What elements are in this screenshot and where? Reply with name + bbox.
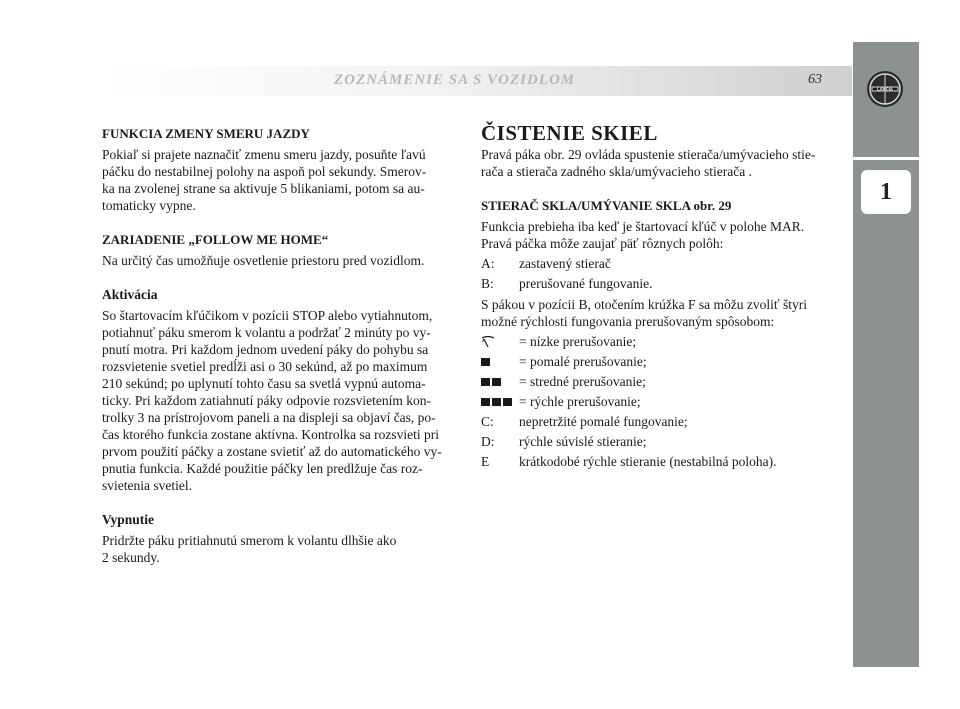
position-item xyxy=(481,255,831,272)
activation-line: 210 sekúnd; po uplynutí tohto času sa svetlá vypnú automa- xyxy=(102,376,426,391)
page-number: 63 xyxy=(808,72,822,87)
double-square-icon xyxy=(481,373,519,390)
activation-line: rozsvietenie svetiel predĺži asi o 30 sekúnd, až po maximum xyxy=(102,359,428,374)
position-text: rýchle súvislé stieranie; xyxy=(519,434,647,449)
left-column xyxy=(102,125,452,566)
chapter-side-tab xyxy=(853,42,919,667)
position-item xyxy=(481,413,831,430)
subheading-wiper-washer: STIERAČ SKLA/UMÝVANIE SKLA obr. 29 xyxy=(481,198,732,213)
activation-line: pnutia funkcia. Každé použitie páčky len predlžuje čas roz- xyxy=(102,461,423,476)
speed-text: = pomalé prerušovanie; xyxy=(519,354,647,369)
activation-line: svietenia svetiel. xyxy=(102,478,192,493)
single-square-icon xyxy=(481,353,519,370)
right-column xyxy=(481,120,831,470)
speed-item xyxy=(481,393,831,410)
chapter-number: 1 xyxy=(861,170,911,214)
position-text: zastavený stierač xyxy=(519,256,611,271)
position-text: krátkodobé rýchle stieranie (nestabilná poloha). xyxy=(519,454,777,469)
position-key: C: xyxy=(481,414,494,429)
position-text: nepretržité pomalé fungovanie; xyxy=(519,414,688,429)
position-key: A: xyxy=(481,256,495,271)
section-title-window-cleaning: ČISTENIE SKIEL xyxy=(481,121,658,145)
speed-text: = stredné prerušovanie; xyxy=(519,374,646,389)
position-item xyxy=(481,275,831,292)
speed-item xyxy=(481,353,831,370)
turn-signal-line: tomaticky vypne. xyxy=(102,198,196,213)
position-item xyxy=(481,453,831,470)
triple-square-icon xyxy=(481,393,519,410)
intro-line: Pravá páka obr. 29 ovláda spustenie stierača/umývacieho stie- xyxy=(481,147,816,162)
running-header-title: ZOZNÁMENIE SA S VOZIDLOM xyxy=(334,72,576,88)
subheading-activation: Aktivácia xyxy=(102,287,158,302)
follow-me-home-text: Na určitý čas umožňuje osvetlenie priestoru pred vozidlom. xyxy=(102,253,425,268)
deactivation-line: 2 sekundy. xyxy=(102,550,160,565)
section-title-turn-signal: FUNKCIA ZMENY SMERU JAZDY xyxy=(102,126,310,141)
lancia-logo-icon xyxy=(866,70,904,108)
wiper-icon xyxy=(481,336,495,348)
activation-line: So štartovacím kľúčikom v pozícii STOP alebo vytiahnutom, xyxy=(102,308,433,323)
ring-line: možné rýchlosti fungovania prerušovaným spôsobom: xyxy=(481,314,775,329)
function-line: Pravá páčka môže zaujať päť rôznych polôh: xyxy=(481,236,724,251)
section-title-follow-me-home: ZARIADENIE „FOLLOW ME HOME“ xyxy=(102,232,329,247)
activation-line: ticky. Pri každom zatiahnutí páky odpovie rozsvietením kon- xyxy=(102,393,432,408)
position-key: B: xyxy=(481,276,494,291)
speed-item xyxy=(481,333,831,350)
tab-separator xyxy=(853,157,919,160)
activation-line: trolky 3 na prístrojovom paneli a na displeji sa objaví čas, po- xyxy=(102,410,436,425)
activation-line: čas ktorého funkcia zostane aktívna. Kontrolka sa rozsvieti pri xyxy=(102,427,440,442)
activation-line: prvom použití páčky a zostane svietiť až do automatického vy- xyxy=(102,444,442,459)
speed-text: = rýchle prerušovanie; xyxy=(519,394,641,409)
activation-line: pnutí motra. Pri každom jednom uvedení páky do pohybu sa xyxy=(102,342,429,357)
intro-line: rača a stierača zadného skla/umývacieho stierača . xyxy=(481,164,752,179)
ring-line: S pákou v pozícii B, otočením krúžka F sa môžu zvoliť štyri xyxy=(481,297,807,312)
position-text: prerušované fungovanie. xyxy=(519,276,653,291)
position-key: E xyxy=(481,454,490,469)
logo-text: LANCIA xyxy=(877,86,893,92)
speed-item xyxy=(481,373,831,390)
turn-signal-line: páčku do nestabilnej polohy na aspoň pol sekundy. Smerov- xyxy=(102,164,427,179)
speed-text: = nízke prerušovanie; xyxy=(519,334,637,349)
subheading-deactivation: Vypnutie xyxy=(102,512,155,527)
deactivation-line: Pridržte páku pritiahnutú smerom k volantu dlhšie ako xyxy=(102,533,397,548)
function-line: Funkcia prebieha iba keď je štartovací kľúč v polohe MAR. xyxy=(481,219,805,234)
turn-signal-line: Pokiaľ si prajete naznačiť zmenu smeru jazdy, posuňte ľavú xyxy=(102,147,426,162)
turn-signal-line: ka na zvolenej strane sa aktivuje 5 blikaniami, potom sa au- xyxy=(102,181,425,196)
activation-line: potiahnuť páku smerom k volantu a podržať 2 minúty po vy- xyxy=(102,325,431,340)
position-item xyxy=(481,433,831,450)
position-key: D: xyxy=(481,434,495,449)
